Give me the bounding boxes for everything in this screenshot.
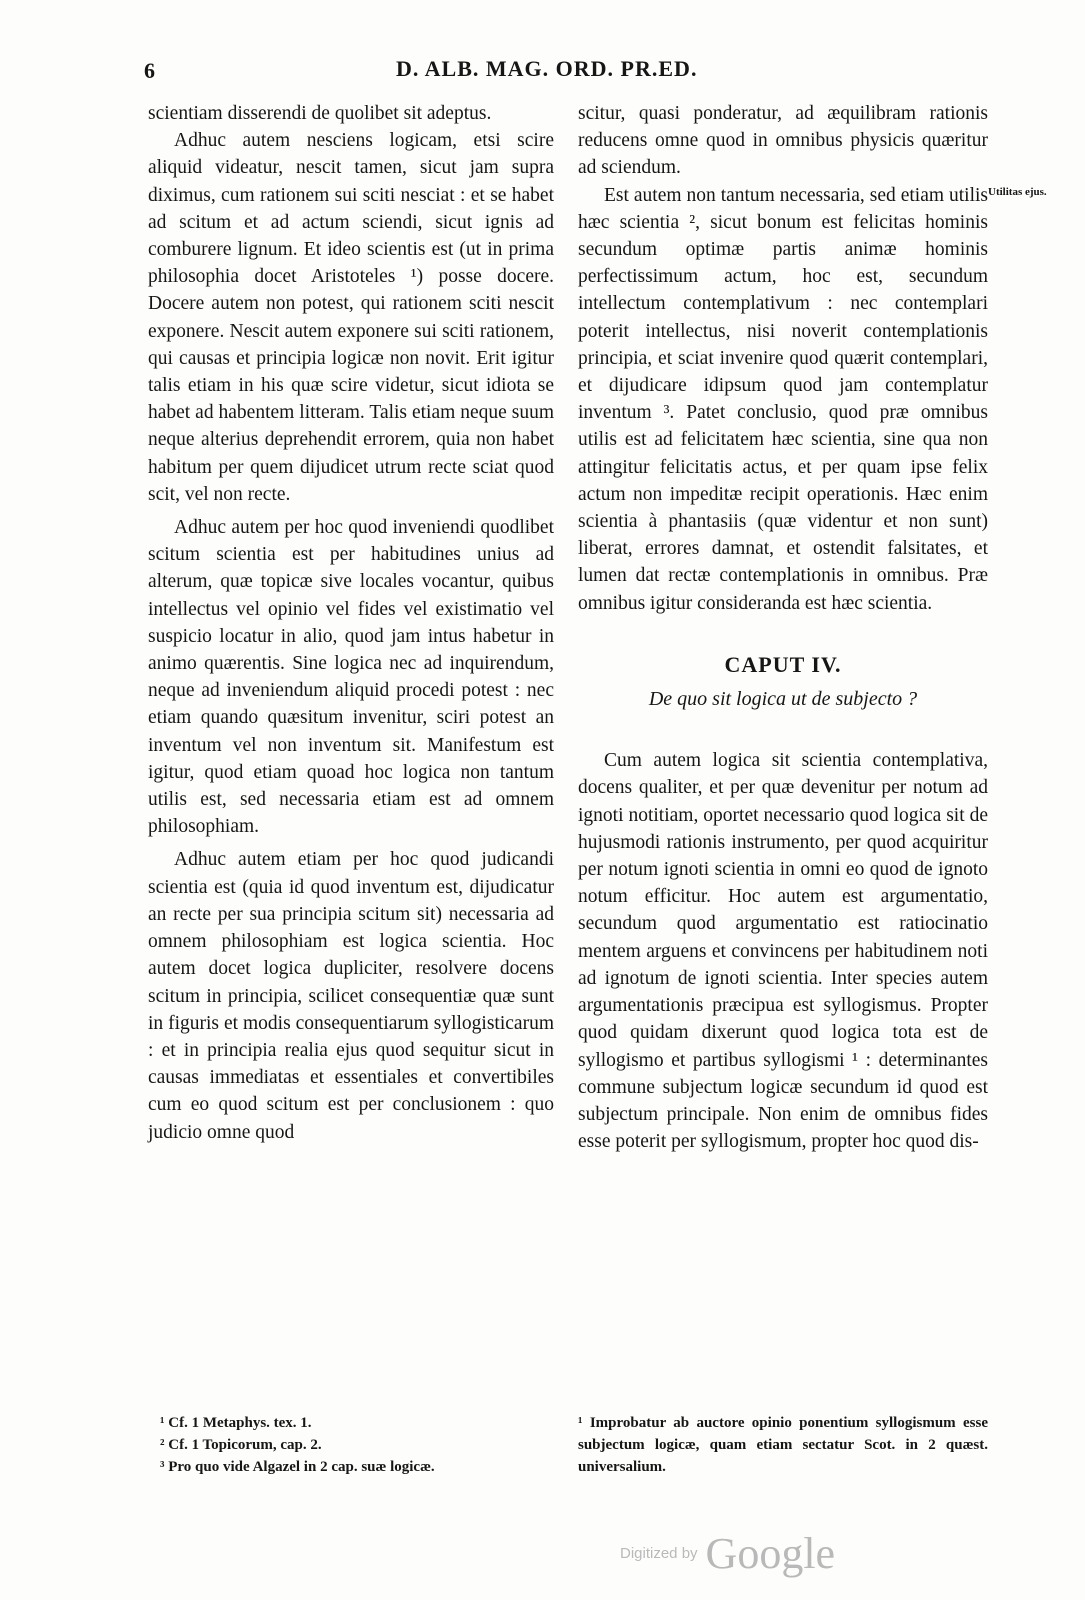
chapter-subtitle: De quo sit logica ut de subjecto ? xyxy=(648,688,918,711)
digitized-watermark xyxy=(620,1528,835,1579)
paragraph: Cum autem logica sit scientia contemplativa, docens qualiter, et per quæ devenitur per notum ad ignoti notitiam, oportet necessario quod logica sit de hujusmodi rationis instrumento, per quod acquiritur per notum ignoti scientia in omni eo quod de ignoto notum efficitur. Hoc autem est argumentatio, secundum quod argumentatio est ratiocinatio mentem arguens et convincens per habitudinem noti ad ignotum de ignoti scientia. Inter species autem argumentationis præcipua est syllogismus. Propter quod quidam dixerunt quod logica tota est de syllogismo et partibus syllogismi ¹ : determinantes commune subjectum logicæ secundum id quod est subjectum principale. Non enim de omnibus fides esse poterit per syllogismum, propter hoc quod dis- xyxy=(578,750,988,1153)
paragraph: Adhuc autem etiam per hoc quod judicandi scientia est (quia id quod inventum est, dijudicatur an recte per sua principia scitum sit) necessaria ad omnem philosophiam est logica scientia. Hoc autem docet logica dupliciter, resolvere docens scitum in principia, scilicet consequentiæ quæ sunt in figuris et modis consequentiarum syllogisticarum : et in principia realia ejus quod sequitur sicut in causas immediatas et essentiales et convertibiles cum eo quod scitum est per conclusionem : quo judicio omne quod xyxy=(148,849,554,1143)
footnote: ² Cf. 1 Topicorum, cap. 2. xyxy=(160,1437,322,1453)
page-number: 6 xyxy=(144,58,155,83)
footnote: ¹ Cf. 1 Metaphys. tex. 1. xyxy=(160,1415,312,1431)
paragraph: Adhuc autem per hoc quod inveniendi quodlibet scitum scientia est per habitudines unius ad alterum, quæ topicæ sive locales vocantur, quibus intellectus vel opinio vel fides vel existimatio vel suspicio locatur in alio, quod jam intus habetur in animo quærentis. Sine logica nec ad inquirendum, neque ad inveniendum aliquid procedi potest : nec etiam quando quæsitum invenitur, sciri potest an inventum vel non inventum sit. Manifestum est igitur, quod etiam quoad hoc logica non tantum utilis est, sed necessaria etiam est ad omnem philosophiam. xyxy=(148,517,554,838)
margin-note: Utilitas ejus. xyxy=(988,186,1047,198)
running-head: D. ALB. MAG. ORD. PR.ED. xyxy=(396,56,698,81)
footnote: ¹ Improbatur ab auctore opinio ponentium syllogismum esse subjectum logicæ, quam etiam sectatur Scot. in 2 quæst. universalium. xyxy=(578,1415,988,1475)
paragraph: scitur, quasi ponderatur, ad æquilibram rationis reducens omne quod in omnibus physicis quæritur ad sciendum. xyxy=(578,103,988,179)
watermark-brand: Google xyxy=(705,1529,836,1578)
left-column xyxy=(148,100,554,1146)
footnote: ³ Pro quo vide Algazel in 2 cap. suæ logicæ. xyxy=(160,1459,435,1475)
chapter-title: CAPUT IV. xyxy=(724,651,842,677)
paragraph: Adhuc autem nesciens logicam, etsi scire aliquid videatur, nescit tamen, sicut jam supra diximus, cum rationem sui sciti nesciat : et se habet ad scitum et ad actum sciendi, sicut ignis ad comburere lignum. Et ideo scientis est (ut in prima philosophia docet Aristoteles ¹) posse docere. Docere autem non potest, qui rationem sciti nescit exponere. Nescit autem exponere sui sciti rationem, qui causas et principia logicæ non novit. Erit igitur talis etiam in his quæ scire videtur, sicut idiota se habet ad habentem litteram. Talis etiam neque suum neque alterius deprehendit errorem, quia non habet habitum per quem dijudicet utrum recte sciat quod scit, vel non recte. xyxy=(148,130,554,505)
paragraph: Est autem non tantum necessaria, sed etiam utilis hæc scientia ², sicut bonum est felicitas hominis secundum optimæ partis animæ hominis perfectissimum actum, hoc est, secundum intellectum contemplativum : nec contemplari poterit intellectus, nisi noverit contemplationis principia, et sciat invenire quod quærit contemplari, et dijudicare idipsum quod jam contemplatur inventum ³. Patet conclusio, quod præ omnibus utilis est ad felicitatem hæc scientia, sine qua non attingitur felicitatis actus, et per quam ipse felix actum non impeditæ recipit operationis. Hæc enim scientia à phantasiis (quæ videntur et non sunt) liberat, errores damnat, et ostendit falsitates, et lumen dat rectæ contemplationis in omnibus. Præ omnibus igitur consideranda est hæc scientia. xyxy=(578,184,988,614)
footnotes-left xyxy=(160,1412,560,1478)
paragraph: scientiam disserendi de quolibet sit adeptus. xyxy=(148,103,492,124)
footnotes-right xyxy=(578,1412,988,1478)
watermark-prefix: Digitized by xyxy=(620,1545,698,1562)
right-column xyxy=(578,100,988,1155)
